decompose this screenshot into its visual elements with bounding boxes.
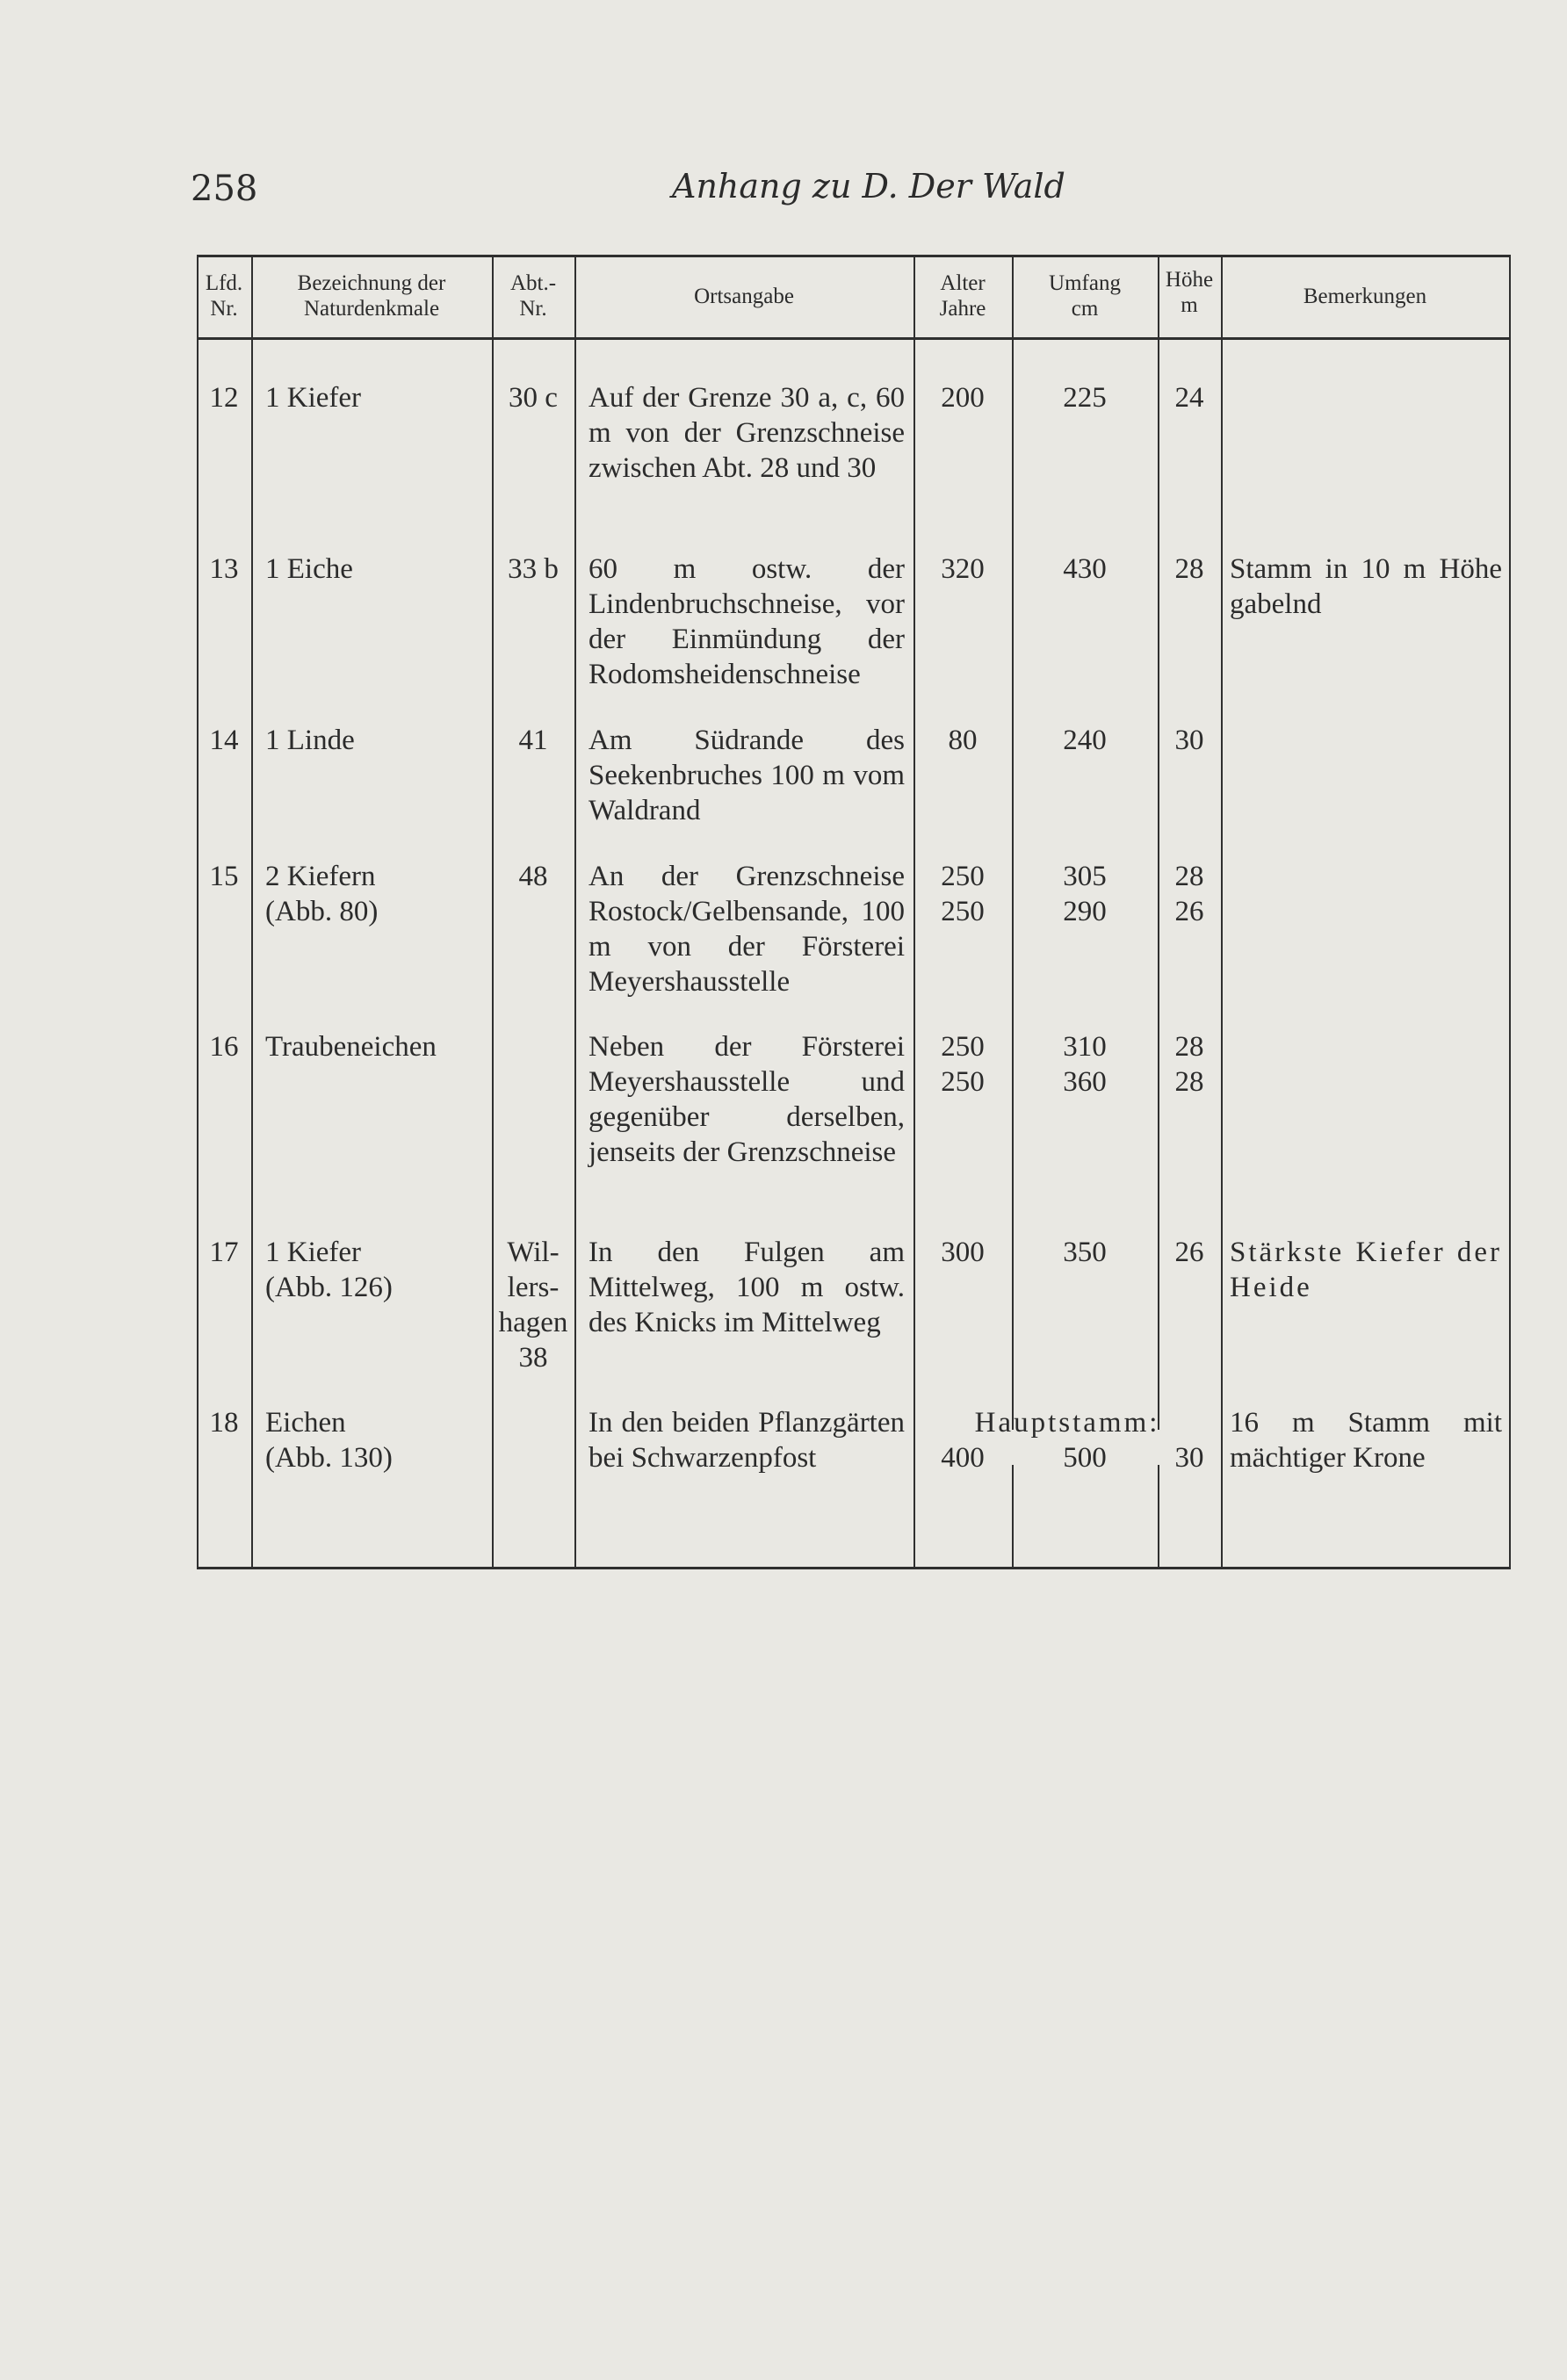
row-15-umfang: 305 290 [1063,861,1107,927]
header-umfang: Umfang cm [1049,271,1121,321]
row-17-abt: Wil- lers- hagen 38 [498,1237,568,1374]
row-15-bezeichnung: 2 Kiefern (Abb. 80) [265,861,379,927]
row-13-ort: 60 m ostw. der Lindenbruchschneise, vor der Einmündung der Rodomsheidenschneise [589,553,905,690]
row-15-hoehe: 28 26 [1174,861,1204,927]
row-13-hoehe: 28 [1174,553,1204,585]
row-12-alter: 200 [941,382,985,414]
page-number: 258 [191,169,258,209]
column-divider-7 [1221,255,1223,1569]
row-14-umfang: 240 [1063,725,1107,756]
row-12-bezeichnung: 1 Kiefer [265,382,362,414]
row-17-bemerkung: Stärkste Kiefer der Heide [1230,1237,1502,1303]
row-12-umfang: 225 [1063,382,1107,414]
row-17-nr: 17 [209,1237,239,1268]
row-16-umfang: 310 360 [1063,1031,1107,1098]
header-lfd-nr: Lfd. Nr. [205,271,243,321]
running-head: Anhang zu D. Der Wald [672,167,1065,206]
header-ortsangabe: Ortsangabe [694,285,794,308]
row-18-umfang: 500 [1063,1442,1107,1474]
header-abt-nr: Abt.- Nr. [509,271,557,321]
header-hoehe: Höhe m [1165,268,1214,317]
row-12-nr: 12 [209,382,239,414]
row-17-hoehe: 26 [1174,1237,1204,1268]
row-18-hauptstamm: Hauptstamm: [974,1407,1160,1439]
row-12-abt: 30 c [509,382,558,414]
row-18-ort: In den beiden Pflanzgärten bei Schwarzenpfost [589,1407,905,1474]
row-13-umfang: 430 [1063,553,1107,585]
column-divider-6-lower [1158,1465,1159,1569]
row-16-ort: Neben der Försterei Meyershausstelle und gegenüber derselben, jenseits der Grenzschneise [589,1031,905,1168]
header-bezeichnung: Bezeichnung der Naturdenkmale [297,271,446,321]
row-17-alter: 300 [941,1237,985,1268]
row-16-bezeichnung: Traubeneichen [265,1031,437,1063]
row-18-alter: 400 [941,1442,985,1474]
row-17-umfang: 350 [1063,1237,1107,1268]
row-13-nr: 13 [209,553,239,585]
table-right-border [1509,255,1511,1569]
row-18-nr: 18 [209,1407,239,1439]
row-14-hoehe: 30 [1174,725,1204,756]
column-divider-1 [251,255,253,1569]
natural-monuments-table [197,255,1511,1572]
row-13-abt: 33 b [508,553,559,585]
row-17-ort: In den Fulgen am Mittelweg, 100 m ostw. des Knicks im Mittelweg [589,1237,905,1338]
header-bottom-rule [197,337,1511,340]
row-13-alter: 320 [941,553,985,585]
row-13-bezeichnung: 1 Eiche [265,553,353,585]
row-16-hoehe: 28 28 [1174,1031,1204,1098]
row-12-ort: Auf der Grenze 30 a, c, 60 m von der Grenzschneise zwischen Abt. 28 und 30 [589,382,905,484]
header-alter: Alter Jahre [939,271,986,321]
row-16-alter: 250 250 [941,1031,985,1098]
column-divider-3 [574,255,576,1569]
row-16-nr: 16 [209,1031,239,1063]
table-top-rule [197,255,1511,257]
row-18-bezeichnung: Eichen (Abb. 130) [265,1407,393,1474]
row-18-bemerkung: 16 m Stamm mit mächtiger Krone [1230,1407,1502,1474]
row-15-nr: 15 [209,861,239,892]
row-13-bemerkung: Stamm in 10 m Höhe gabelnd [1230,553,1502,620]
row-18-hoehe: 30 [1174,1442,1204,1474]
row-17-bezeichnung: 1 Kiefer (Abb. 126) [265,1237,393,1303]
row-14-ort: Am Südrande des Seekenbruches 100 m vom Waldrand [589,725,905,826]
row-14-abt: 41 [518,725,548,756]
row-15-alter: 250 250 [941,861,985,927]
row-14-nr: 14 [209,725,239,756]
header-bemerkungen: Bemerkungen [1303,285,1427,308]
row-15-abt: 48 [518,861,548,892]
table-bottom-rule [197,1567,1511,1569]
row-14-bezeichnung: 1 Linde [265,725,355,756]
table-left-border [197,255,199,1569]
row-14-alter: 80 [948,725,978,756]
row-12-hoehe: 24 [1174,382,1204,414]
column-divider-5-lower [1012,1465,1014,1569]
row-15-ort: An der Grenzschneise Rostock/Gelbensande, 100 m von der Försterei Meyershausstelle [589,861,905,998]
